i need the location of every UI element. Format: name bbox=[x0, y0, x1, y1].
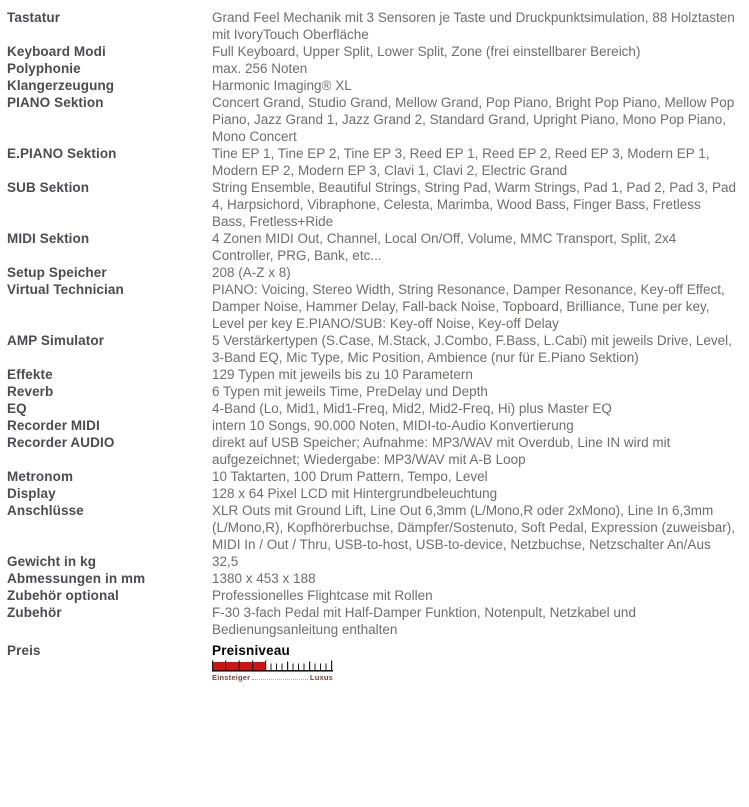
spec-row bbox=[7, 604, 749, 638]
spec-label: Tastatur bbox=[7, 10, 61, 25]
spec-label: Klangerzeugung bbox=[7, 78, 115, 93]
spec-label: Reverb bbox=[7, 384, 54, 399]
spec-value: XLR Outs mit Ground Lift, Line Out 6,3mm (L/Mono,R oder 2xMono), Line In 6,3mm (L/Mono,R), Kopfhörerbuchse, Dämpfer/Sostenuto, Soft Pedal, Expression (zuweisbar), MIDI In / Out / Thru, USB-to-host, USB-to-device, Netzbuchse, Netzschalter An/Aus bbox=[212, 503, 735, 552]
spec-row bbox=[7, 553, 749, 570]
spec-value: 6 Typen mit jeweils Time, PreDelay und Depth bbox=[212, 384, 488, 399]
spec-label: Preis bbox=[7, 643, 41, 658]
spec-row bbox=[7, 485, 749, 502]
spec-row bbox=[7, 9, 749, 43]
spec-value: 128 x 64 Pixel LCD mit Hintergrundbeleuchtung bbox=[212, 486, 498, 501]
spec-row bbox=[7, 94, 749, 145]
price-level-max-label: Luxus bbox=[309, 673, 333, 682]
spec-label: Virtual Technician bbox=[7, 282, 124, 297]
spec-row bbox=[7, 400, 749, 417]
spec-label: Recorder MIDI bbox=[7, 418, 100, 433]
spec-label: Zubehör optional bbox=[7, 588, 119, 603]
spec-value: Harmonic Imaging® XL bbox=[212, 78, 352, 93]
spec-row bbox=[7, 502, 749, 553]
spec-value: 208 (A-Z x 8) bbox=[212, 265, 291, 280]
spec-label: MIDI Sektion bbox=[7, 231, 90, 246]
spec-row bbox=[7, 145, 749, 179]
spec-row bbox=[7, 264, 749, 281]
spec-value: PIANO: Voicing, Stereo Width, String Resonance, Damper Resonance, Key-off Effect, Damper Noise, Hammer Delay, Fall-back Noise, Topboard, Brilliance, Tune per key, Level per key E.PIANO/SUB: Key-off Noise, Key-off Delay bbox=[212, 282, 725, 331]
spec-value: Concert Grand, Studio Grand, Mellow Grand, Pop Piano, Bright Pop Piano, Mellow Pop Piano, Jazz Grand 1, Jazz Grand 2, Standard Grand, Upright Piano, Mono Pop Piano, Mono Concert bbox=[212, 95, 735, 144]
spec-value: 10 Taktarten, 100 Drum Pattern, Tempo, Level bbox=[212, 469, 488, 484]
spec-label: PIANO Sektion bbox=[7, 95, 104, 110]
spec-label: Gewicht in kg bbox=[7, 554, 97, 569]
spec-value: 5 Verstärkertypen (S.Case, M.Stack, J.Combo, F.Bass, L.Cabi) mit jeweils Drive, Level, 3-Band EQ, Mic Type, Mic Position, Ambience (nur für E.Piano Sektion) bbox=[212, 333, 732, 365]
spec-row-preis bbox=[7, 642, 749, 682]
spec-row bbox=[7, 281, 749, 332]
spec-label: Keyboard Modi bbox=[7, 44, 106, 59]
spec-label: Zubehör bbox=[7, 605, 62, 620]
spec-row bbox=[7, 383, 749, 400]
spec-value: 32,5 bbox=[212, 554, 239, 569]
spec-label: Metronom bbox=[7, 469, 74, 484]
spec-value: 4-Band (Lo, Mid1, Mid1-Freq, Mid2, Mid2-Freq, Hi) plus Master EQ bbox=[212, 401, 612, 416]
spec-label: SUB Sektion bbox=[7, 180, 90, 195]
spec-row bbox=[7, 179, 749, 230]
price-level-title: Preisniveau bbox=[212, 643, 290, 658]
spec-row bbox=[7, 43, 749, 60]
spec-label: Display bbox=[7, 486, 56, 501]
spec-value: Tine EP 1, Tine EP 2, Tine EP 3, Reed EP 1, Reed EP 2, Reed EP 3, Modern EP 1, Modern EP 2, Modern EP 3, Clavi 1, Clavi 2, Electric Grand bbox=[212, 146, 710, 178]
spec-row bbox=[7, 587, 749, 604]
spec-label: Recorder AUDIO bbox=[7, 435, 115, 450]
spec-value: max. 256 Noten bbox=[212, 61, 308, 76]
spec-row bbox=[7, 332, 749, 366]
price-level-labels bbox=[212, 673, 333, 682]
spec-value: 4 Zonen MIDI Out, Channel, Local On/Off, Volume, MMC Transport, Split, 2x4 Controller, PRG, Bank, etc... bbox=[212, 231, 677, 263]
spec-label: E.PIANO Sektion bbox=[7, 146, 117, 161]
spec-value: String Ensemble, Beautiful Strings, String Pad, Warm Strings, Pad 1, Pad 2, Pad 3, Pad 4, Harpsichord, Vibraphone, Celesta, Marimba, Wood Bass, Finger Bass, Fretless Bass, Fretless+Ride bbox=[212, 180, 737, 229]
spec-value: F-30 3-fach Pedal mit Half-Damper Funktion, Notenpult, Netzkabel und Bedienungsanleitung enthalten bbox=[212, 605, 636, 637]
price-level-widget bbox=[212, 642, 342, 682]
spec-row bbox=[7, 60, 749, 77]
price-level-min-label: Einsteiger bbox=[212, 673, 251, 682]
spec-value: 129 Typen mit jeweils bis zu 10 Parametern bbox=[212, 367, 473, 382]
spec-label: Polyphonie bbox=[7, 61, 81, 76]
spec-row bbox=[7, 434, 749, 468]
spec-label: Anschlüsse bbox=[7, 503, 84, 518]
spec-row bbox=[7, 417, 749, 434]
spec-row bbox=[7, 570, 749, 587]
price-level-leader-line bbox=[252, 678, 308, 680]
price-level-scale-icon bbox=[212, 659, 333, 672]
spec-label: Abmessungen in mm bbox=[7, 571, 146, 586]
spec-row bbox=[7, 366, 749, 383]
spec-value: Full Keyboard, Upper Split, Lower Split, Zone (frei einstellbarer Bereich) bbox=[212, 44, 641, 59]
spec-value: Grand Feel Mechanik mit 3 Sensoren je Taste und Druckpunktsimulation, 88 Holztasten mit IvoryTouch Oberfläche bbox=[212, 10, 735, 42]
spec-row bbox=[7, 77, 749, 94]
spec-value: Professionelles Flightcase mit Rollen bbox=[212, 588, 433, 603]
spec-label: Setup Speicher bbox=[7, 265, 107, 280]
spec-value: intern 10 Songs, 90.000 Noten, MIDI-to-Audio Konvertierung bbox=[212, 418, 574, 433]
spec-label: AMP Simulator bbox=[7, 333, 105, 348]
spec-label: EQ bbox=[7, 401, 27, 416]
spec-rows bbox=[7, 9, 749, 638]
spec-value: direkt auf USB Speicher; Aufnahme: MP3/WAV mit Overdub, Line IN wird mit aufgezeichnet; Wiedergabe: MP3/WAV mit A-B Loop bbox=[212, 435, 671, 467]
spec-row bbox=[7, 468, 749, 485]
spec-row bbox=[7, 230, 749, 264]
spec-value: 1380 x 453 x 188 bbox=[212, 571, 316, 586]
spec-label: Effekte bbox=[7, 367, 53, 382]
